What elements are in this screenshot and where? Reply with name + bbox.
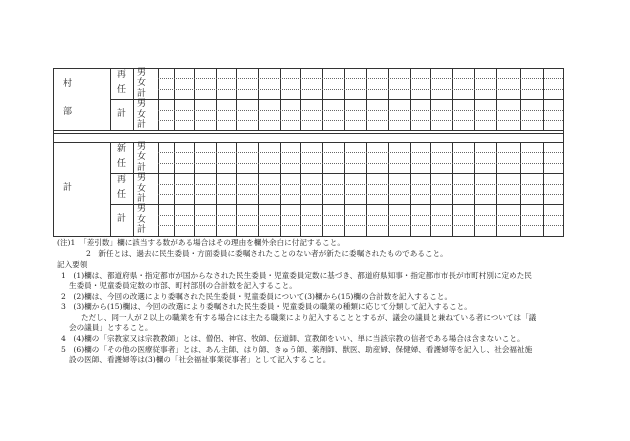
grid-column-line [236,142,237,237]
grid-column-line [216,142,217,237]
instruction-3-cont: ただし、同一人が２以上の職業を有する場合には主たる職業により記入することとするが、議会の議員と兼ねている者については「議 [81,313,537,322]
section-vertical-line [53,68,54,131]
note-1: (注)1 「差引数」欄に該当する数がある場合はその理由を欄外余白に付記すること。 [57,238,345,247]
section-gap-right [563,130,564,142]
group-divider [110,99,563,100]
grid-column-line [300,142,301,237]
grid-column-line [388,142,389,237]
grid-column-line [258,142,259,237]
grid-column-line [174,142,175,237]
row-dotted-separator [158,225,563,226]
row-dotted-separator [158,163,563,164]
grid-column-line [543,142,544,237]
group-label: 計 [117,214,127,224]
grid-column-line [474,142,475,237]
grid-column-line [496,142,497,237]
grid-column-line [410,142,411,237]
row-label: 男 [137,173,147,184]
group-label: 任 [117,85,127,96]
section-vertical-line [110,142,111,237]
note-2: 2 新任とは、過去に民生委員・方面委員に委嘱されたことのない者が新たに委嘱されたものであること。 [86,249,448,258]
group-label: 再 [117,70,127,81]
instruction-2: 2 (2)欄は、今回の改選により委嘱された民生委員・児童委員について(3)欄から(15)欄の合計数を記入すること。 [61,292,453,301]
grid-column-line [430,142,431,237]
instruction-4: 4 (4)欄の「宗教家又は宗教教師」とは、僧侶、神官、牧師、伝道師、宣教師をいい、単に当該宗教の信者である場合は含まないこと。 [61,334,525,343]
instruction-3: 3 (3)欄から(15)欄は、今回の改選により委嘱された民生委員・児童委員の職業の種類に応じて分類して記入すること。 [61,302,472,311]
section-gap-line [53,133,563,134]
group-label: 任 [117,190,127,201]
grid-column-line [322,142,323,237]
group-divider [110,173,563,174]
row-dotted-separator [158,184,563,185]
section-gap-left [53,130,54,142]
section-top-border [53,68,563,69]
grid-column-line [563,142,564,237]
instruction-3-cont2: 会の議員」とすること。 [69,323,153,332]
grid-column-line [520,142,521,237]
row-label: 計 [137,194,147,204]
instructions-heading: 記入要領 [57,260,88,269]
group-label: 新 [117,144,127,155]
group-label: 再 [117,175,127,186]
row-label: 計 [137,162,147,173]
row-dotted-separator [158,110,563,111]
row-label: 男 [137,204,147,215]
section-vertical-line [133,142,134,237]
row-dotted-separator [158,194,563,195]
section-label: 部 [63,107,73,118]
instruction-1: 1 (1)欄は、都道府県・指定都市が国からなされた民生委員・児童委員定数に基づき、都道府県知事・指定都市市長が市町村別に定めた民 [61,271,532,280]
section-gap-marker [133,68,134,69]
row-dotted-separator [158,215,563,216]
row-label: 女 [137,78,147,89]
row-dotted-separator [158,120,563,121]
row-dotted-separator [158,89,563,90]
grid-column-line [158,142,159,237]
row-label: 計 [137,120,147,130]
group-divider [110,204,563,205]
row-label: 男 [137,99,147,110]
row-label: 男 [137,142,147,152]
section-top-border [53,142,563,143]
group-label: 計 [117,108,127,119]
grid-column-line [366,142,367,237]
row-label: 女 [137,214,147,225]
section-vertical-line [53,142,54,237]
row-dotted-separator [158,152,563,153]
section-label: 村 [63,79,73,90]
instruction-1-cont: 生委員・児童委員定数の市部、町村部別の合計数を記入すること。 [69,281,297,290]
row-label: 女 [137,109,147,120]
section-bottom-border [53,236,563,237]
row-dotted-separator [158,78,563,79]
row-label: 計 [137,88,147,99]
instruction-5-cont: 設の医師、看護婦等は(3)欄の「社会福祉事業従事者」として記入すること。 [69,355,331,364]
grid-column-line [452,142,453,237]
grid-column-line [194,142,195,237]
grid-column-line [563,68,564,131]
grid-column-line [344,142,345,237]
row-label: 男 [137,68,147,78]
row-label: 計 [137,225,147,236]
section-bottom-border [53,130,563,131]
group-label: 任 [117,159,127,170]
row-label: 女 [137,152,147,163]
instruction-5: 5 (6)欄の「その他の医療従事者」とは、あん主師、はり師、きゅう師、薬剤師、獣医、助産婦、保健婦、看護婦等を記入し、社会福祉施 [61,345,533,354]
row-label: 女 [137,183,147,194]
section-label: 計 [63,182,73,193]
grid-column-line [280,142,281,237]
